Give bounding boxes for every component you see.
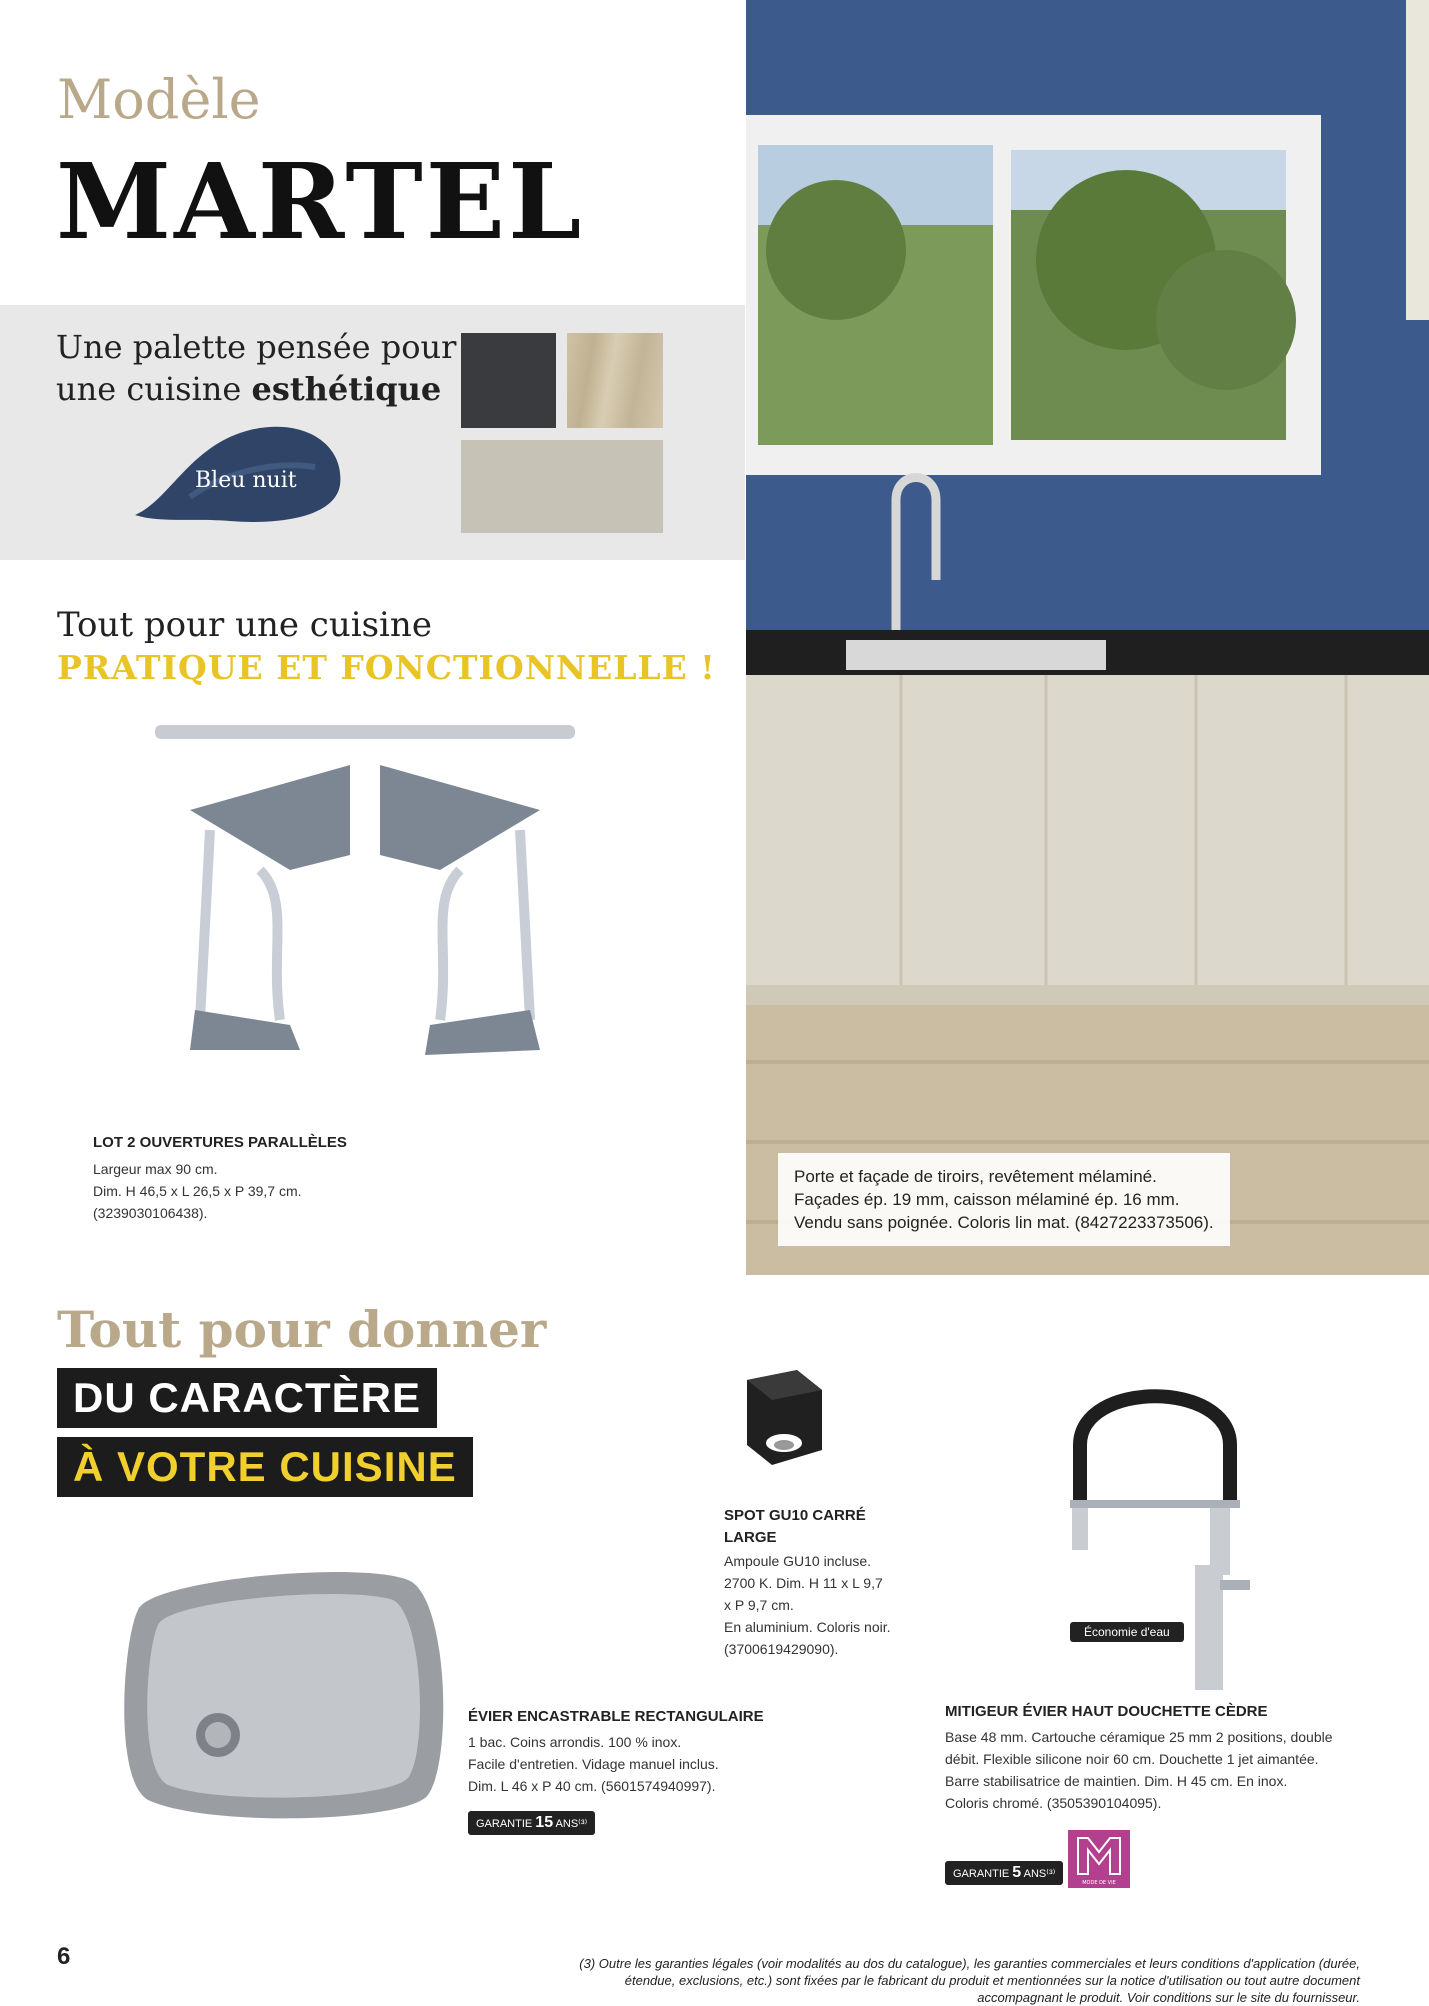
photo-caption-line2: Façades ép. 19 mm, caisson mélaminé ép. 16 mm. (794, 1190, 1180, 1209)
page-title: MARTEL (56, 140, 585, 263)
sink-guarantee-years: 15 (535, 1814, 554, 1831)
spot-product-name (724, 1505, 894, 1549)
footnote (520, 1955, 1360, 2006)
mode-de-vie-logo-text: MODE DE VIE (1082, 1880, 1116, 1886)
sink-guarantee-prefix: GARANTIE (476, 1818, 536, 1830)
practical-heading-line2: PRATIQUE ET FONCTIONNELLE ! (57, 648, 716, 687)
tap-desc-line2: débit. Flexible silicone noir 60 cm. Douchette 1 jet aimantée. (945, 1751, 1319, 1767)
kitchen-photo (746, 0, 1429, 1275)
spot-desc-line2: 2700 K. Dim. H 11 x L 9,7 (724, 1575, 883, 1591)
spot-name-line2: LARGE (724, 1529, 777, 1546)
eco-badge: Économie d'eau (1070, 1622, 1184, 1642)
caractere-title: Tout pour donner (57, 1300, 547, 1359)
tap-desc-line3: Barre stabilisatrice de maintien. Dim. H 45 cm. En inox. (945, 1773, 1288, 1789)
sink-desc-line2: Facile d'entretien. Vidage manuel inclus. (468, 1756, 719, 1772)
photo-caption-line3: Vendu sans poignée. Coloris lin mat. (8427223373506). (794, 1213, 1214, 1232)
sink-image (108, 1560, 453, 1825)
tap-product-desc (945, 1726, 1375, 1814)
palette-line2 (56, 368, 456, 410)
tap-desc-line1: Base 48 mm. Cartouche céramique 25 mm 2 positions, double (945, 1729, 1333, 1745)
palette-line2-bold: esthétique (251, 370, 442, 408)
tap-desc-line4: Coloris chromé. (3505390104095). (945, 1795, 1162, 1811)
swatch-lin (461, 440, 663, 533)
tap-guarantee-years: 5 (1012, 1864, 1022, 1881)
lot-product-name: LOT 2 OUVERTURES PARALLÈLES (93, 1134, 347, 1151)
swatch-wood (567, 333, 663, 428)
palette-text (56, 326, 456, 410)
tap-guarantee-suffix: ANS⁽³⁾ (1021, 1868, 1056, 1880)
lot-desc-line1: Largeur max 90 cm. (93, 1161, 218, 1177)
footnote-line3: accompagnant le produit. Voir conditions sur le site du fournisseur. (977, 1990, 1360, 2005)
photo-caption (778, 1153, 1230, 1246)
sink-desc-line1: 1 bac. Coins arrondis. 100 % inox. (468, 1734, 682, 1750)
lot-desc-line3: (3239030106438). (93, 1205, 208, 1221)
sink-product-desc (468, 1731, 788, 1797)
faucet-image (1060, 1365, 1250, 1695)
footnote-line2: étendue, exclusions, etc.) sont fixées par le fabricant du produit et mentionnées sur la notice d'utilisation ou tout autre document (624, 1973, 1360, 1988)
spot-desc-line5: (3700619429090). (724, 1641, 839, 1657)
photo-caption-line1: Porte et façade de tiroirs, revêtement mélaminé. (794, 1167, 1157, 1186)
hinge-set-image (150, 720, 580, 1070)
spot-desc-line4: En aluminium. Coloris noir. (724, 1619, 891, 1635)
spot-name-line1: SPOT GU10 CARRÉ (724, 1507, 866, 1524)
lot-desc-line2: Dim. H 46,5 x L 26,5 x P 39,7 cm. (93, 1183, 302, 1199)
page-number: 6 (57, 1943, 71, 1970)
spot-desc-line3: x P 9,7 cm. (724, 1597, 794, 1613)
sink-guarantee-badge (468, 1811, 595, 1835)
palette-line1: Une palette pensée pour (56, 328, 457, 366)
swatch-dark (461, 333, 556, 428)
caractere-band1: DU CARACTÈRE (57, 1368, 437, 1428)
pre-title: Modèle (57, 68, 261, 131)
caractere-band2: À VOTRE CUISINE (57, 1437, 473, 1497)
mode-de-vie-logo (1068, 1830, 1130, 1888)
sink-guarantee-suffix: ANS⁽³⁾ (553, 1818, 588, 1830)
tap-guarantee-prefix: GARANTIE (953, 1868, 1013, 1880)
lot-product-desc (93, 1158, 302, 1224)
spot-desc-line1: Ampoule GU10 incluse. (724, 1553, 872, 1569)
spot-product-desc (724, 1550, 914, 1660)
sink-product-name: ÉVIER ENCASTRABLE RECTANGULAIRE (468, 1708, 764, 1725)
footnote-line1: (3) Outre les garanties légales (voir modalités au dos du catalogue), les garanties commerciales et leurs conditions d'application (durée, (579, 1956, 1360, 1971)
sink-desc-line3: Dim. L 46 x P 40 cm. (5601574940997). (468, 1778, 716, 1794)
tap-product-name: MITIGEUR ÉVIER HAUT DOUCHETTE CÈDRE (945, 1703, 1268, 1720)
palette-line2-prefix: une cuisine (56, 370, 252, 408)
tap-guarantee-badge (945, 1861, 1063, 1885)
practical-heading-line1: Tout pour une cuisine (57, 605, 432, 645)
paint-label: Bleu nuit (195, 468, 297, 493)
spot-light-image (722, 1365, 832, 1475)
